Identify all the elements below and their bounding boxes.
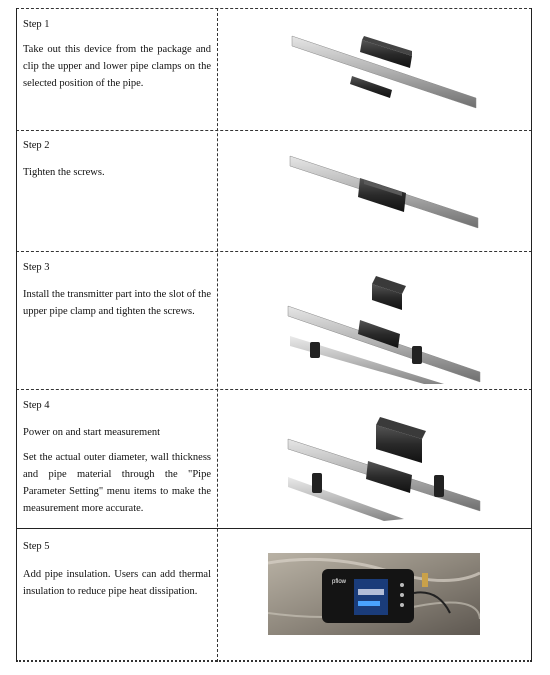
step-3-paragraph: Install the transmitter part into the slot of the upper pipe clamp and tighten the screws. [23,289,211,317]
device-brand-text: pflow [332,579,347,585]
step-1-text [23,41,211,100]
table-bottom-border [16,660,532,662]
row-divider [16,130,532,131]
step-5-text [23,566,211,608]
instruction-table [16,8,532,662]
device-button-icon [400,603,404,607]
step-4-illustration [284,403,484,523]
device-button-icon [400,593,404,597]
step-3-text [23,286,211,328]
row-divider [16,251,532,252]
step-3-label: Step 3 [23,262,50,273]
device-button-icon [400,583,404,587]
step-5-paragraph: Add pipe insulation. Users can add thermal insulation to reduce pipe heat dissipation. [23,569,211,597]
device-screen [354,579,388,615]
step-4-text [23,424,211,525]
step-5-photo [268,553,480,635]
left-clamp-ring [312,473,322,493]
step-5-label: Step 5 [23,541,50,552]
step-2-paragraph: Tighten the screws. [23,167,105,178]
device-screen-line [358,589,384,595]
step-2-text [23,164,211,189]
column-divider [217,8,218,662]
step-4-label: Step 4 [23,400,50,411]
step-2-illustration [284,148,484,238]
right-clamp-ring [434,475,444,497]
right-clamp-ring [412,346,422,364]
clamp-shape [366,461,412,493]
row-divider [16,528,532,529]
step-4-paragraph-1: Power on and start measurement [23,427,161,438]
cable-gland [422,573,428,587]
row-divider [16,389,532,390]
step-1-illustration [284,18,484,118]
device-screen-line [358,601,380,606]
table-left-border [16,8,17,662]
step-4-paragraph-2: Set the actual outer diameter, wall thickness and pipe material through the "Pipe Parameter Setting" menu items to make the measurement more accurate. [23,452,211,514]
step-3-illustration [284,266,484,384]
lower-clamp-shape [350,76,392,98]
row-divider [16,8,532,9]
table-right-border [531,8,532,662]
step-1-paragraph: Take out this device from the package and clip the upper and lower pipe clamps on the selected position of the pipe. [23,44,211,89]
left-clamp-ring [310,342,320,358]
step-1-label: Step 1 [23,19,50,30]
step-2-label: Step 2 [23,140,50,151]
